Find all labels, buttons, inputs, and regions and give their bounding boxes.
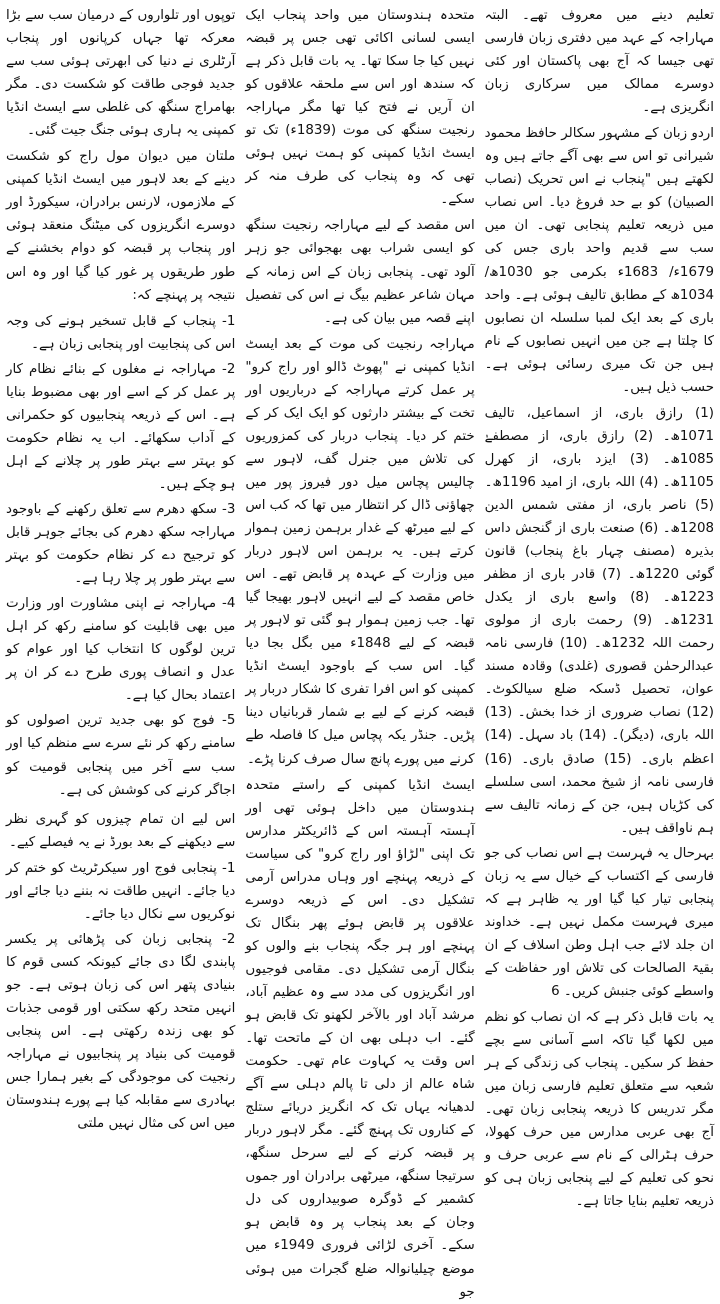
list-item: 3- سکھ دھرم سے تعلق رکھنے کے باوجود مہاراجہ سکھ دھرم کی بجائے جوہر قابل کو ترجیح دے کر نظام حکومت کو بہتر سے بہتر طور پر چلا رہا ہے۔ — [6, 501, 236, 587]
list-item: 2- پنجابی زبان کی پڑھائی پر یکسر پابندی لگا دی جائے کیونکہ کسی قوم کا بنیادی پتھر اس کی زبان ہوتی ہے۔ جو انہیں متحد رکھ سکتی اور قومی جذبات کو بھی زندہ رکھتی ہے۔ اس پنجابی قومیت کی بنیاد پر پنجابیوں نے مہاراجہ رنجیت کی موجودگی کے بغیر ہمارا جس بہادری سے مقابلہ کیا ہے پورے ہندوستان میں اس کی مثال نہیں ملتی — [6, 931, 236, 1132]
paragraph: تعلیم دینے میں معروف تھے۔ البتہ مہاراجہ کے عہد میں دفتری زبان فارسی تھی جیسا کہ آج بھی پاکستان اور کئی دوسرے ممالک میں سرکاری زبان انگریزی ہے۔ — [484, 8, 714, 116]
paragraph: بہرحال یہ فہرست ہے اس نصاب کی جو فارسی کے اکتساب کے خیال سے یہ زبان پنجابی تیار کیا گیا اور یہ ظاہر ہے کہ میری فہرست مکمل نہیں ہے۔ خداوند ان جلد لائے جب اہل وطن اسلاف کے ان بقیۃ الصالحات کی تلاش اور حفاظت کے واسطے کوئی جنبش کریں۔ 6 — [484, 845, 714, 999]
column-left — [6, 4, 236, 1132]
list-item: 2- مہاراجہ نے مغلوں کے بنائے نظام کار پر عمل کر کے اسے اور بھی مضبوط بنایا ہے۔ اس کے ذریعہ پنجابیوں کو حکمرانی کے آداب سکھائے۔ اب یہ نظام حکومت کو بہتر سے بہتر طور پر چلانے کے اہل ہو چکے ہیں۔ — [6, 361, 236, 492]
paragraph: توپوں اور تلواروں کے درمیان سب سے بڑا معرکہ تھا جہاں کرپانوں اور پنجاب آرٹلری نے دنیا کی ابھرتی ہوئی سب سے جدید فوجی طاقت کو شکست دی۔ مگر بھامراج سنگھ کی غلطی سے ایسٹ انڈیا کمپنی یہ ہاری ہوئی جنگ جیت گئی۔ — [6, 8, 236, 139]
paragraph: متحدہ ہندوستان میں واحد پنجاب ایک ایسی لسانی اکائی تھی جس پر قبضہ نہیں کیا جا سکا تھا۔ یہ بات قابل ذکر ہے کہ سندھ اور اس سے ملحقہ علاقوں کو ان آریں نے فتح کیا تھا مگر مہاراجہ رنجیت سنگھ کی موت (1839ء) تک تو ایسٹ انڈیا کمپنی کو ہمت نہیں ہوئی تھی کہ وہ پنجاب کی طرف منہ کر سکے۔ — [245, 8, 475, 208]
paragraph: اردو زبان کے مشہور سکالر حافظ محمود شیرانی تو اس سے بھی آگے جاتے ہیں وہ لکھتے ہیں "پنجاب نے اس تحریک (نصاب الصبیان) کو بے حد فروغ دیا۔ اس نصاب میں ذریعہ تعلیم پنجابی تھی۔ ان میں سب سے قدیم واحد باری جس کی 1679ء/ 1683ء بکرمی جو 1030ھ/ 1034ھ کے مطابق تالیف ہوئی ہے۔ واحد باری کے بعد ایک لمبا سلسلہ ان نصابوں کا چلتا ہے جن میں انہیں نصابوں کے نام ہیں جن تک میری رسائی ہوئی ہے۔ حسب ذیل ہیں۔ — [484, 126, 714, 395]
paragraph: یہ بات قابل ذکر ہے کہ ان نصاب کو نظم میں لکھا گیا تاکہ اسے آسانی سے بچے حفظ کر سکیں۔ پنجاب کی زندگی کے ہر شعبہ سے متعلق تعلیم فارسی زبان میں مگر تدریس کا ذریعہ پنجابی زبان تھی۔ آج بھی عربی مدارس میں حرف کھولا، حرف ہٹرالی کے نام سے عربی حرف و نحو کی تعلیم کے لیے پنجابی زبان ہی کو ذریعہ تعلیم بنایا جاتا ہے۔ — [484, 1010, 714, 1210]
paragraph: اس لیے ان تمام چیزوں کو گہری نظر سے دیکھنے کے بعد بورڈ نے یہ فیصلے کیے۔ — [6, 811, 236, 850]
paragraph: اس مقصد کے لیے مہاراجہ رنجیت سنگھ کو ایسی شراب بھی بھجوائی جو زہر آلود تھی۔ پنجابی زبان کے اس زمانہ کے مہان شاعر عظیم بیگ نے اس کی تفصیل اپنے قصہ میں بیان کی ہے۔ — [245, 218, 475, 326]
list-item: 1- پنجاب کے قابل تسخیر ہونے کی وجہ اس کی پنجابیت اور پنجابی زبان ہے۔ — [6, 313, 236, 352]
paragraph: ایسٹ انڈیا کمپنی کے راستے متحدہ ہندوستان میں داخل ہوئی تھی اور آہستہ آہستہ اس کے ڈائریکٹر مدارس تک اپنی "لڑاؤ اور راج کرو" کی سیاست کے ذریعہ پہنچے اور وہاں مدراس آرمی تشکیل دی۔ اس کے ذریعہ دوسرے علاقوں پر قابض ہوئے پھر بنگال تک پہنچے اور ہر جگہ پنجاب بنے والوں کو بنگال آرمی تشکیل دی۔ مقامی فوجیوں اور انگریزوں کی مدد سے وہ عظیم آباد، مرشد آباد اور بالآخر لکھنو تک قابض ہو گئے۔ اب دہلی بھی ان کے ماتحت تھا۔ اس وقت یہ کہاوت عام تھی۔ حکومت شاہ عالم از دلی تا پالم دہلی سے آگے لدھیانہ یہاں تک کہ انگریز دریائے ستلج کے کناروں تک پہنچ گئے۔ مگر لاہور دربار پر قبضہ کرنے کے لیے سرحل سنگھ، سرتیجا سنگھ، میرٹھی برادران اور جموں کشمیر کے ڈوگرہ صوبیداروں کی دل وجان کے بعد پنجاب پر وہ قابض ہو سکے۔ آخری لڑائی فروری 1949ء میں موضع چیلیانوالہ ضلع گجرات میں ہوئی جو — [245, 777, 475, 1300]
list-item: 1- پنجابی فوج اور سیکرٹریٹ کو ختم کر دیا جائے۔ انہیں طاقت نہ بننے دیا جائے اور نوکریوں سے نکال دیا جائے۔ — [6, 860, 236, 922]
list-item: 4- مہاراجہ نے اپنی مشاورت اور وزارت میں بھی قابلیت کو سامنے رکھ کر اہل ترین لوگوں کا انتخاب کیا اور عوام کو عدل و انصاف پوری طرح دے کر ان پر اعتماد بحال کیا ہے۔ — [6, 596, 236, 704]
paragraph: (1) رازق باری، از اسماعیل، تالیف 1071ھ۔ (2) رازق باری، از مصطفےٰ 1085ھ۔ (3) ایزد باری، از کھرل 1105ھ۔ (4) اللہ باری، از امید 1196ھ۔ (5) ناصر باری، از مفتی شمس الدین 1208ھ۔ (6) صنعت باری از گنجش داس بذیرہ (مصنف چہار باغ پنجاب) قانون گوئی 1220ھ۔ (7) قادر باری از مظفر 1223ھ۔ (8) واسع باری از یکدل 1231ھ۔ (9) رحمت باری از مولوی رحمت اللہ 1232ھ۔ (10) فارسی نامہ عبدالرحمٰن قصوری (غلدی) وقادہ مسند عوان، تحصیل ڈسکہ ضلع سیالکوٹ۔ (12) نصاب ضروری از خدا بخش۔ (13) اللہ باری، (دیگر)۔ (14) باد سہل۔ (14) اعظم باری۔ (15) صادق باری۔ (16) فارسی نامہ از شیخ محمد، اسی سلسلے کی کڑیاں ہیں، جن کے زمانہ تالیف سے ہم ناواقف ہیں۔ — [484, 405, 715, 836]
column-right — [484, 4, 715, 1210]
paragraph: مہاراجہ رنجیت کی موت کے بعد ایسٹ انڈیا کمپنی نے "پھوٹ ڈالو اور راج کرو" پر عمل کرتے مہاراجہ کے درباریوں اور تخت کے بیشتر دارثوں کو ایک ایک کر کے ختم کر دیا۔ پنجاب دربار کی کمزوریوں کی تلاش میں جنرل گف، لاہور سے چالیس پچاس میل دور فیروز پور میں چھاؤنی ڈال کر انتظار میں تھا کہ کب اس کے لیے میرٹھ کے غدار برہمن زمین ہموار کرتے ہیں۔ یہ برہمن اس لاہور دربار میں وزارت کے عہدہ پر قابض تھے۔ اس خاص مقصد کے لیے انہیں لاہور بھیجا گیا تھا۔ جب زمین ہموار ہو گئی تو لاہور پر قبضہ کے لیے 1848ء میں بگل بجا دیا گیا۔ اس سب کے باوجود ایسٹ انڈیا کمپنی کو اس افرا تفری کا شکار دربار پر قبضہ کرنے کے لیے بے شمار قربانیاں دینا پڑیں۔ جنڈر یکہ پچاس میل کا فاصلہ طے کرنے میں پورے پانچ سال صرف کرنا پڑے۔ — [245, 336, 475, 767]
paragraph: ملتان میں دیوان مول راج کو شکست دینے کے بعد لاہور میں ایسٹ انڈیا کمپنی کے ملازموں، لارنس برادران، سیکورڈ اور دوسرے انگریزوں کی میٹنگ منعقد ہوئی اور پنجاب پر قبضہ کو دوام بخشنے کے طور طریقوں پر غور کیا گیا اور وہ اس نتیجہ پر پہنچے کہ: — [6, 149, 236, 303]
column-middle — [245, 4, 475, 1300]
list-item: 5- فوج کو بھی جدید ترین اصولوں کو سامنے رکھ کر نئے سرے سے منظم کیا اور سب سے آخر میں پنجابی قومیت کو اجاگر کرنے کی کوشش کی ہے۔ — [6, 713, 236, 798]
